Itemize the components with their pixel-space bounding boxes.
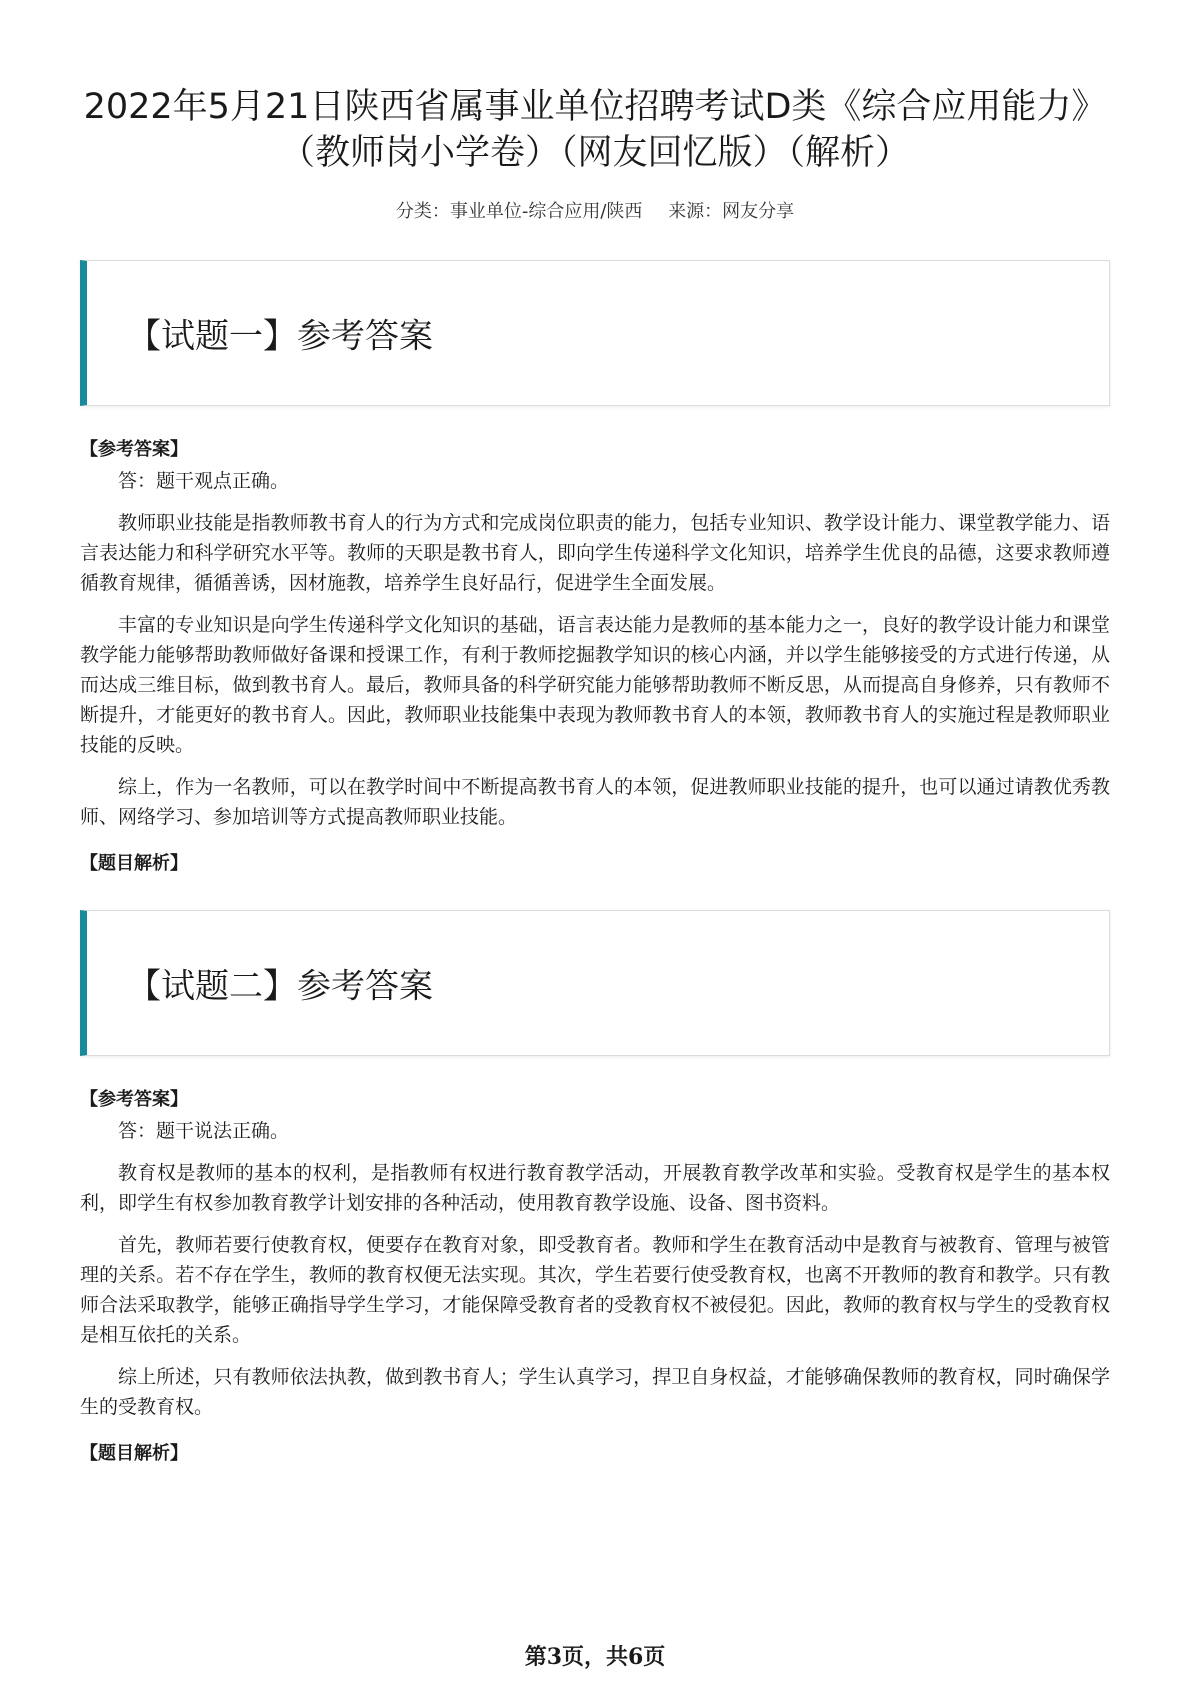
question-1-paragraph-1: 教师职业技能是指教师教书育人的行为方式和完成岗位职责的能力，包括专业知识、教学设计能力、课堂教学能力、语言表达能力和科学研究水平等。教师的天职是教书育人，即向学生传递科学文化知识，培养学生优良的品德，这要求教师遵循教育规律，循循善诱，因材施教，培养学生良好品行，促进学生全面发展。 xyxy=(80,512,1110,594)
question-2-answer: 答：题干说法正确。 xyxy=(118,1120,290,1142)
document-page xyxy=(80,0,1110,1466)
question-1-paragraph-3: 综上，作为一名教师，可以在教学时间中不断提高教书育人的本领，促进教师职业技能的提升，也可以通过请教优秀教师、网络学习、参加培训等方式提高教师职业技能。 xyxy=(80,776,1110,828)
question-2-analysis-label: 【题目解析】 xyxy=(80,1443,188,1464)
document-meta xyxy=(80,200,1110,224)
question-2-paragraph-3: 综上所述，只有教师依法执教，做到教书育人；学生认真学习，捍卫自身权益，才能够确保教师的教育权，同时确保学生的受教育权。 xyxy=(80,1366,1110,1418)
document-title xyxy=(80,84,1110,176)
question-1-paragraph-2: 丰富的专业知识是向学生传递科学文化知识的基础，语言表达能力是教师的基本能力之一，良好的教学设计能力和课堂教学能力能够帮助教师做好备课和授课工作，有利于教师挖掘教学知识的核心内涵，并以学生能够接受的方式进行传递，从而达成三维目标，做到教书育人。最后，教师具备的科学研究能力能够帮助教师不断反思，从而提高自身修养，只有教师不断提升，才能更好的教书育人。因此，教师职业技能集中表现为教师教书育人的本领，教师教书育人的实施过程是教师职业技能的反映。 xyxy=(80,614,1110,756)
question-2-answer-label: 【参考答案】 xyxy=(80,1089,188,1110)
title-line-1: 2022年5月21日陕西省属事业单位招聘考试D类《综合应用能力》 xyxy=(83,87,1107,127)
title-line-2: （教师岗小学卷）（网友回忆版）（解析） xyxy=(279,133,910,173)
source-label: 来源：网友分享 xyxy=(668,201,795,222)
question-1-answer: 答：题干观点正确。 xyxy=(118,470,290,492)
question-1-heading: 【试题一】参考答案 xyxy=(127,316,433,357)
page-footer: 第3页，共6页 xyxy=(524,1644,666,1670)
question-1-answer-label: 【参考答案】 xyxy=(80,439,188,460)
question-2-heading-box xyxy=(80,910,1110,1056)
question-1-heading-box xyxy=(80,260,1110,406)
question-2-heading: 【试题二】参考答案 xyxy=(127,966,433,1007)
question-1-analysis-label: 【题目解析】 xyxy=(80,853,188,874)
question-2-paragraph-1: 教育权是教师的基本的权利，是指教师有权进行教育教学活动，开展教育教学改革和实验。受教育权是学生的基本权利，即学生有权参加教育教学计划安排的各种活动，使用教育教学设施、设备、图书资料。 xyxy=(80,1162,1110,1214)
question-2-paragraph-2: 首先，教师若要行使教育权，便要存在教育对象，即受教育者。教师和学生在教育活动中是教育与被教育、管理与被管理的关系。若不存在学生，教师的教育权便无法实现。其次，学生若要行使受教育权，也离不开教师的教育和教学。只有教师合法采取教学，能够正确指导学生学习，才能保障受教育者的受教育权不被侵犯。因此，教师的教育权与学生的受教育权是相互依托的关系。 xyxy=(80,1234,1110,1346)
category-link[interactable]: 分类：事业单位-综合应用/陕西 xyxy=(395,201,643,222)
